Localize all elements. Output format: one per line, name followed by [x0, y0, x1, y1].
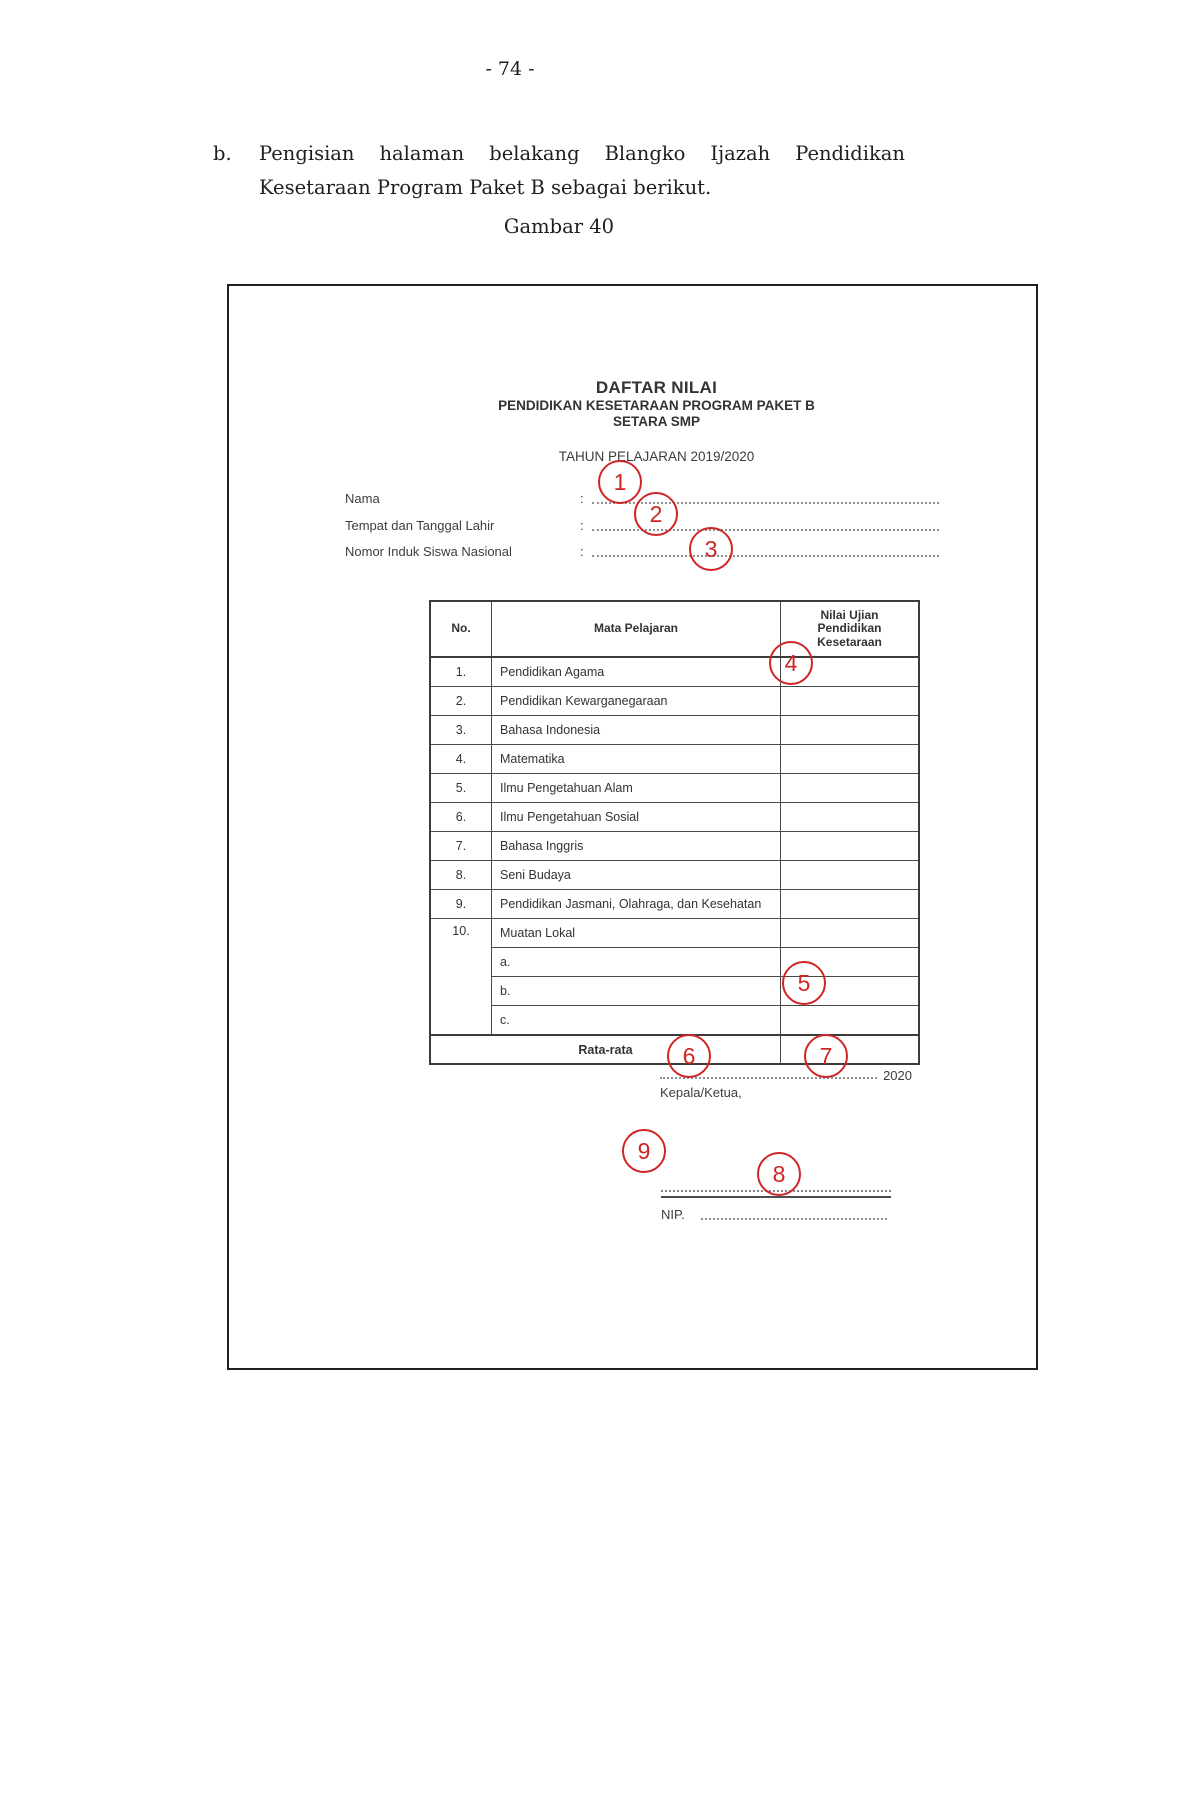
form-title-block: [277, 378, 1036, 430]
subject-cell: c.: [492, 1006, 781, 1036]
table-row: [430, 977, 919, 1006]
form-title-level: SETARA SMP: [612, 414, 700, 429]
score-cell: [781, 832, 920, 861]
field-row-nisn: [345, 544, 939, 560]
subject-cell: Bahasa Indonesia: [492, 716, 781, 745]
table-row: [430, 861, 919, 890]
no-cell: 8.: [430, 861, 492, 890]
paragraph-line-2: Kesetaraan Program Paket B sebagai berikut.: [259, 176, 712, 199]
subject-cell: Pendidikan Jasmani, Olahraga, dan Kesehatan: [492, 890, 781, 919]
field-label-name: Nama: [345, 491, 380, 506]
th-subject: Mata Pelajaran: [492, 601, 781, 657]
average-label-cell: Rata-rata: [430, 1035, 781, 1064]
table-row: [430, 832, 919, 861]
score-cell: [781, 716, 920, 745]
form-year-line: TAHUN PELAJARAN 2019/2020: [558, 449, 755, 464]
th-no: No.: [430, 601, 492, 657]
no-cell: 3.: [430, 716, 492, 745]
subject-cell: Ilmu Pengetahuan Alam: [492, 774, 781, 803]
score-cell: [781, 861, 920, 890]
annotation-circle-6: 6: [667, 1034, 711, 1078]
field-dotted-line: [592, 555, 939, 557]
annotation-circle-5: 5: [782, 961, 826, 1005]
annotation-circle-3: 3: [689, 527, 733, 571]
table-row: [430, 774, 919, 803]
form-title-main: DAFTAR NILAI: [595, 378, 718, 397]
no-cell: 10.: [430, 919, 492, 1036]
annotation-circle-8: 8: [757, 1152, 801, 1196]
form-title-program: PENDIDIKAN KESETARAAN PROGRAM PAKET B: [498, 398, 815, 413]
table-row: [430, 948, 919, 977]
field-colon: :: [580, 491, 584, 506]
year-label: 2020: [883, 1068, 912, 1083]
nip-label: NIP.: [661, 1207, 685, 1222]
field-colon: :: [580, 518, 584, 533]
score-cell: [781, 1035, 920, 1064]
signer-role-label: Kepala/Ketua,: [660, 1085, 742, 1100]
paragraph-marker: b.: [213, 142, 232, 165]
no-cell: 6.: [430, 803, 492, 832]
score-cell: [781, 919, 920, 948]
no-cell: 5.: [430, 774, 492, 803]
subject-cell: Bahasa Inggris: [492, 832, 781, 861]
nip-row: [661, 1207, 887, 1223]
table-row: [430, 919, 919, 948]
score-cell: [781, 687, 920, 716]
annotation-circle-1: 1: [598, 460, 642, 504]
subject-cell: Seni Budaya: [492, 861, 781, 890]
table-row: [430, 803, 919, 832]
subject-cell: a.: [492, 948, 781, 977]
subject-cell: b.: [492, 977, 781, 1006]
annotation-circle-4: 4: [769, 641, 813, 685]
no-cell: 1.: [430, 657, 492, 687]
no-cell: 7.: [430, 832, 492, 861]
annotation-circle-2: 2: [634, 492, 678, 536]
figure-box: [227, 284, 1038, 1370]
score-cell: [781, 745, 920, 774]
table-header-row: [430, 601, 919, 657]
field-colon: :: [580, 544, 584, 559]
subject-cell: Ilmu Pengetahuan Sosial: [492, 803, 781, 832]
no-cell: 9.: [430, 890, 492, 919]
table-row: [430, 657, 919, 687]
nip-dotted-line: [701, 1218, 887, 1220]
no-cell: 4.: [430, 745, 492, 774]
score-cell: [781, 890, 920, 919]
subject-cell: Matematika: [492, 745, 781, 774]
table-row: [430, 716, 919, 745]
paragraph: [213, 141, 905, 200]
table-row: [430, 687, 919, 716]
no-cell: 2.: [430, 687, 492, 716]
subject-cell: Pendidikan Kewarganegaraan: [492, 687, 781, 716]
score-cell: [781, 1006, 920, 1036]
annotation-circle-9: 9: [622, 1129, 666, 1173]
th-score: Nilai Ujian Pendidikan Kesetaraan: [781, 601, 920, 657]
field-label-birth: Tempat dan Tanggal Lahir: [345, 518, 495, 533]
paragraph-line-1: Pengisian halaman belakang Blangko Ijazah Pendidikan: [259, 142, 905, 165]
subject-cell: Muatan Lokal: [492, 919, 781, 948]
score-cell: [781, 774, 920, 803]
table-row: [430, 890, 919, 919]
figure-caption: Gambar 40: [503, 215, 615, 238]
subject-cell: Pendidikan Agama: [492, 657, 781, 687]
table-row: [430, 1006, 919, 1036]
table-row: [430, 745, 919, 774]
page-number: - 74 -: [485, 58, 535, 80]
annotation-circle-7: 7: [804, 1034, 848, 1078]
score-cell: [781, 803, 920, 832]
grades-table: [429, 600, 920, 1065]
field-label-nisn: Nomor Induk Siswa Nasional: [345, 544, 512, 559]
